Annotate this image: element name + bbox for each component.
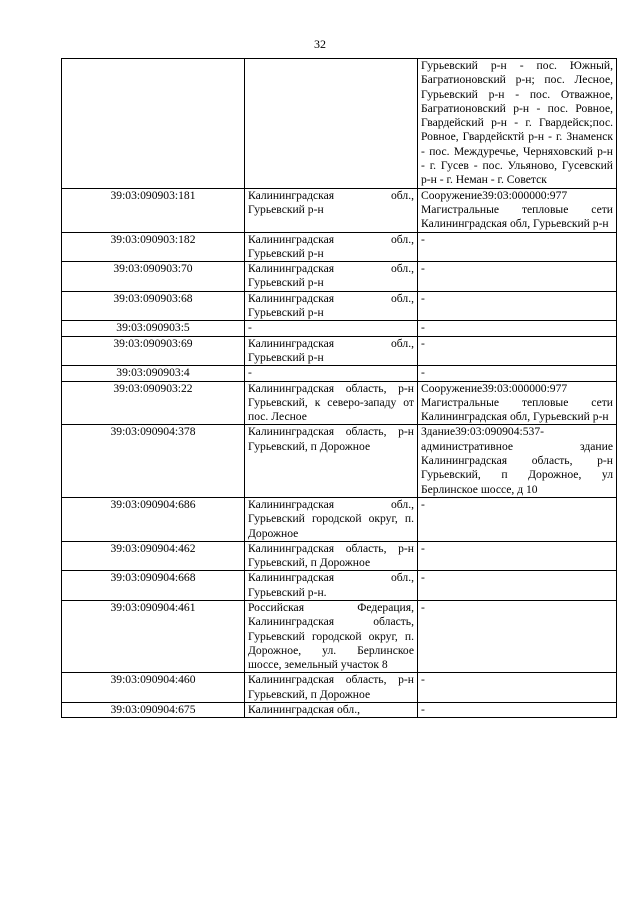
address-cell: Российская Федерация, Калининградская область, Гурьевский городской округ, п. Дорожное, ул. Берлинское шоссе, земельный участок 8 (245, 600, 418, 672)
object-cell: Сооружение39:03:000000:977 Магистральные тепловые сети Калининградская обл, Гурьевский р-н (418, 188, 617, 232)
cadastral-table (61, 58, 617, 718)
address-cell: Калининградская обл., Гурьевский р-н (245, 336, 418, 366)
table-row (62, 673, 617, 703)
object-cell: - (418, 321, 617, 336)
cadastral-number-cell: 39:03:090903:69 (62, 336, 245, 366)
cadastral-number-cell: 39:03:090903:5 (62, 321, 245, 336)
table-body (62, 59, 617, 718)
address-cell: Калининградская обл., Гурьевский р-н (245, 232, 418, 262)
cadastral-number-cell: 39:03:090903:181 (62, 188, 245, 232)
object-cell: - (418, 673, 617, 703)
table-row (62, 321, 617, 336)
cadastral-number-cell: 39:03:090903:22 (62, 381, 245, 425)
cadastral-number-cell: 39:03:090903:182 (62, 232, 245, 262)
cadastral-number-cell: 39:03:090904:462 (62, 541, 245, 571)
object-cell: - (418, 291, 617, 321)
cadastral-number-cell: 39:03:090904:461 (62, 600, 245, 672)
address-cell: Калининградская обл., Гурьевский р-н (245, 188, 418, 232)
table-row (62, 497, 617, 541)
object-cell: - (418, 600, 617, 672)
cadastral-number-cell: 39:03:090903:68 (62, 291, 245, 321)
table-row (62, 366, 617, 381)
object-cell: - (418, 232, 617, 262)
object-cell: - (418, 703, 617, 718)
table-row (62, 336, 617, 366)
cadastral-number-cell: 39:03:090903:70 (62, 262, 245, 292)
address-cell: Калининградская обл., Гурьевский р-н (245, 291, 418, 321)
page-number: 32 (314, 37, 326, 51)
cadastral-number-cell: 39:03:090903:4 (62, 366, 245, 381)
table-row (62, 571, 617, 601)
object-cell: - (418, 262, 617, 292)
table-row (62, 291, 617, 321)
object-cell: Здание39:03:090904:537-административное здание Калининградская область, р-н Гурьевский, п Дорожное, ул Берлинское шоссе, д 10 (418, 425, 617, 497)
table-row (62, 425, 617, 497)
object-cell: - (418, 541, 617, 571)
address-cell: Калининградская область, р-н Гурьевский, п Дорожное (245, 425, 418, 497)
cadastral-number-cell: 39:03:090904:686 (62, 497, 245, 541)
cadastral-number-cell: 39:03:090904:378 (62, 425, 245, 497)
address-cell: Калининградская обл., Гурьевский городской округ, п. Дорожное (245, 497, 418, 541)
address-cell: Калининградская область, р-н Гурьевский, к северо-западу от пос. Лесное (245, 381, 418, 425)
table-row (62, 600, 617, 672)
address-cell: Калининградская область, р-н Гурьевский, п Дорожное (245, 541, 418, 571)
table-row (62, 232, 617, 262)
address-cell: Калининградская область, р-н Гурьевский, п Дорожное (245, 673, 418, 703)
object-cell: - (418, 366, 617, 381)
cadastral-number-cell (62, 59, 245, 189)
address-cell: - (245, 366, 418, 381)
address-cell: Калининградская обл., Гурьевский р-н. (245, 571, 418, 601)
object-cell: Сооружение39:03:000000:977 Магистральные тепловые сети Калининградская обл, Гурьевский р-н (418, 381, 617, 425)
cadastral-number-cell: 39:03:090904:675 (62, 703, 245, 718)
cadastral-number-cell: 39:03:090904:460 (62, 673, 245, 703)
table-row (62, 262, 617, 292)
object-cell: - (418, 336, 617, 366)
address-cell (245, 59, 418, 189)
cadastral-number-cell: 39:03:090904:668 (62, 571, 245, 601)
table-row (62, 541, 617, 571)
object-cell: - (418, 571, 617, 601)
table-row (62, 188, 617, 232)
address-cell: Калининградская обл., Гурьевский р-н (245, 262, 418, 292)
object-cell: Гурьевский р-н - пос. Южный, Багратионовский р-н; пос. Лесное, Гурьевский р-н - пос. Отважное, Багратионовский р-н - пос. Ровное, Гвардейский р-н - г. Гвардейск;пос. Ровное, Гвардейсктй р-н - г. Знаменск - пос. Междуречье, Черняховский р-н - г. Гусев - пос. Ульяново, Гусевский р-н - г. Неман - г. Советск (418, 59, 617, 189)
table-row (62, 703, 617, 718)
address-cell: - (245, 321, 418, 336)
table-row (62, 59, 617, 189)
address-cell: Калининградская обл., (245, 703, 418, 718)
table-row (62, 381, 617, 425)
object-cell: - (418, 497, 617, 541)
